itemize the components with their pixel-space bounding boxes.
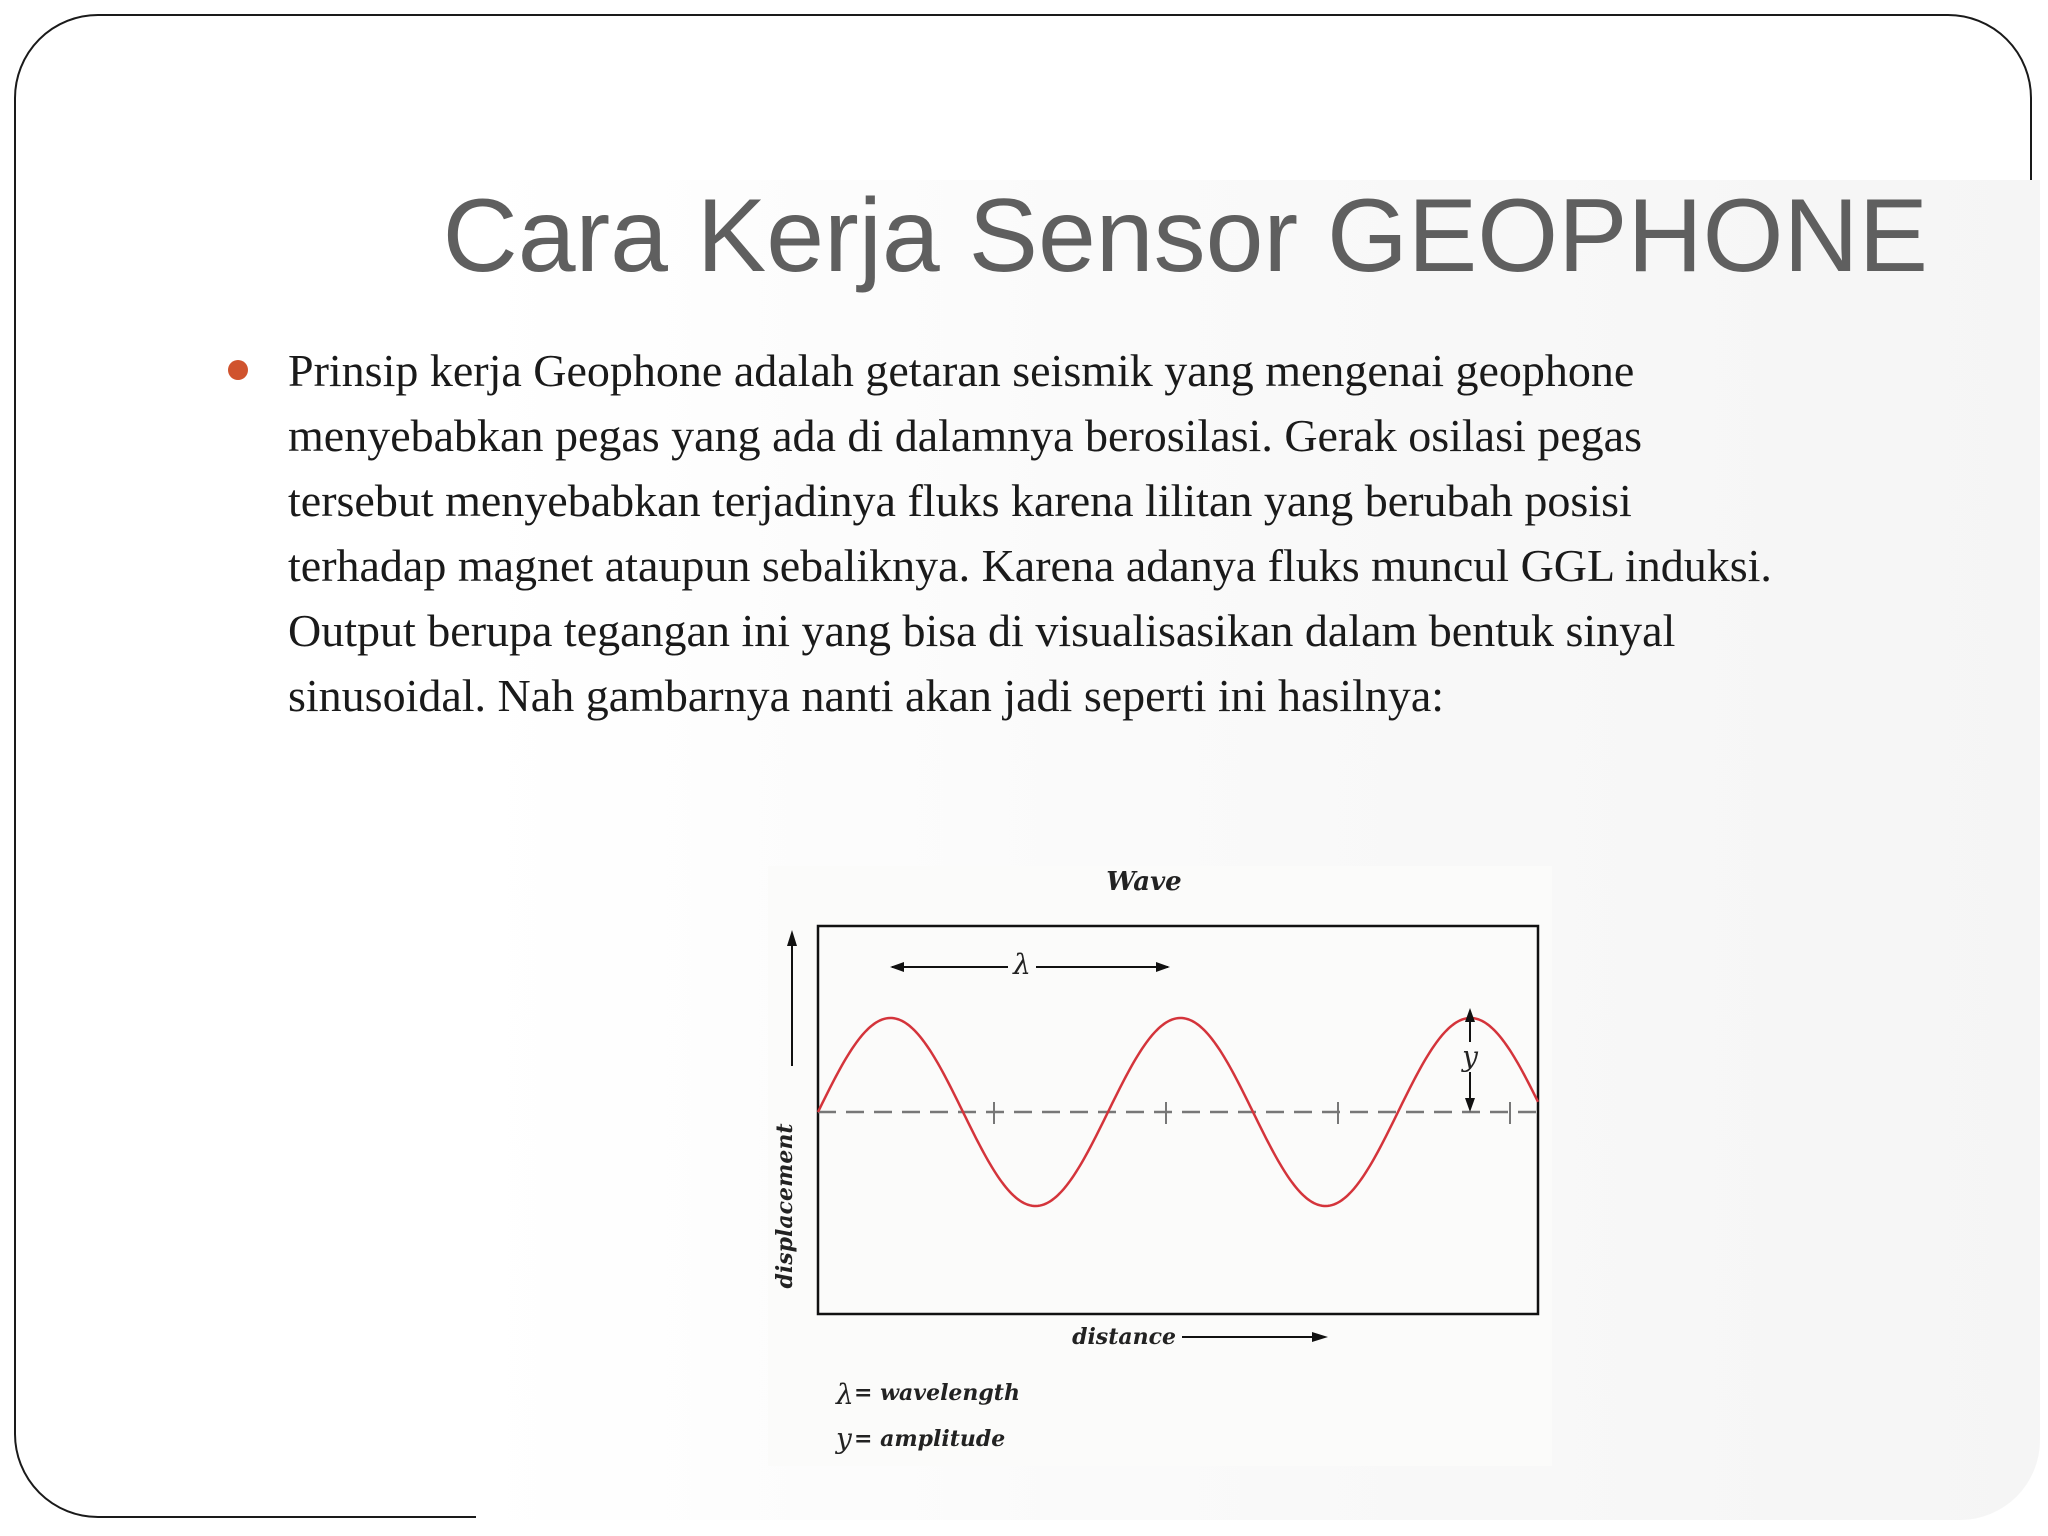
bullet-line: tersebut menyebabkan terjadinya fluks karena lilitan yang berubah posisi <box>288 475 1632 526</box>
bullet-dot-icon <box>228 360 248 380</box>
wavelength-arrowhead-left-icon <box>890 962 904 972</box>
bullet-line: Output berupa tegangan ini yang bisa di visualisasikan dalam bentuk sinyal <box>288 605 1676 656</box>
plot-frame <box>818 926 1538 1314</box>
slide-title: Cara Kerja Sensor GEOPHONE <box>442 178 1928 294</box>
bullet-line: terhadap magnet ataupun sebaliknya. Karena adanya fluks muncul GGL induksi. <box>288 540 1772 591</box>
bullet-line: Prinsip kerja Geophone adalah getaran seismik yang mengenai geophone <box>288 345 1635 396</box>
bullet-line: sinusoidal. Nah gambarnya nanti akan jadi seperti ini hasilnya: <box>288 670 1445 721</box>
y-axis-arrowhead-icon <box>787 930 797 946</box>
x-axis-arrowhead-icon <box>1312 1332 1328 1342</box>
wave-figure <box>768 866 1552 1466</box>
amplitude-arrowhead-up-icon <box>1465 1008 1475 1022</box>
wavelength-symbol: λ <box>1013 948 1031 981</box>
wavelength-arrowhead-right-icon <box>1156 962 1170 972</box>
x-axis-label: distance <box>1072 1324 1176 1350</box>
y-axis-label: displacement <box>772 1123 798 1289</box>
figure-title: Wave <box>1106 867 1182 897</box>
legend-wavelength-text: = wavelength <box>854 1380 1020 1406</box>
bullet-text <box>288 338 1948 728</box>
legend-amplitude-symbol: y <box>836 1422 852 1455</box>
wave-diagram <box>768 866 1552 1466</box>
legend-amplitude-text: = amplitude <box>854 1426 1006 1452</box>
legend-wavelength-symbol: λ <box>836 1378 854 1411</box>
amplitude-symbol: y <box>1462 1040 1478 1073</box>
bullet-line: menyebabkan pegas yang ada di dalamnya berosilasi. Gerak osilasi pegas <box>288 410 1642 461</box>
amplitude-arrowhead-down-icon <box>1465 1098 1475 1112</box>
sine-wave <box>818 1018 1538 1206</box>
